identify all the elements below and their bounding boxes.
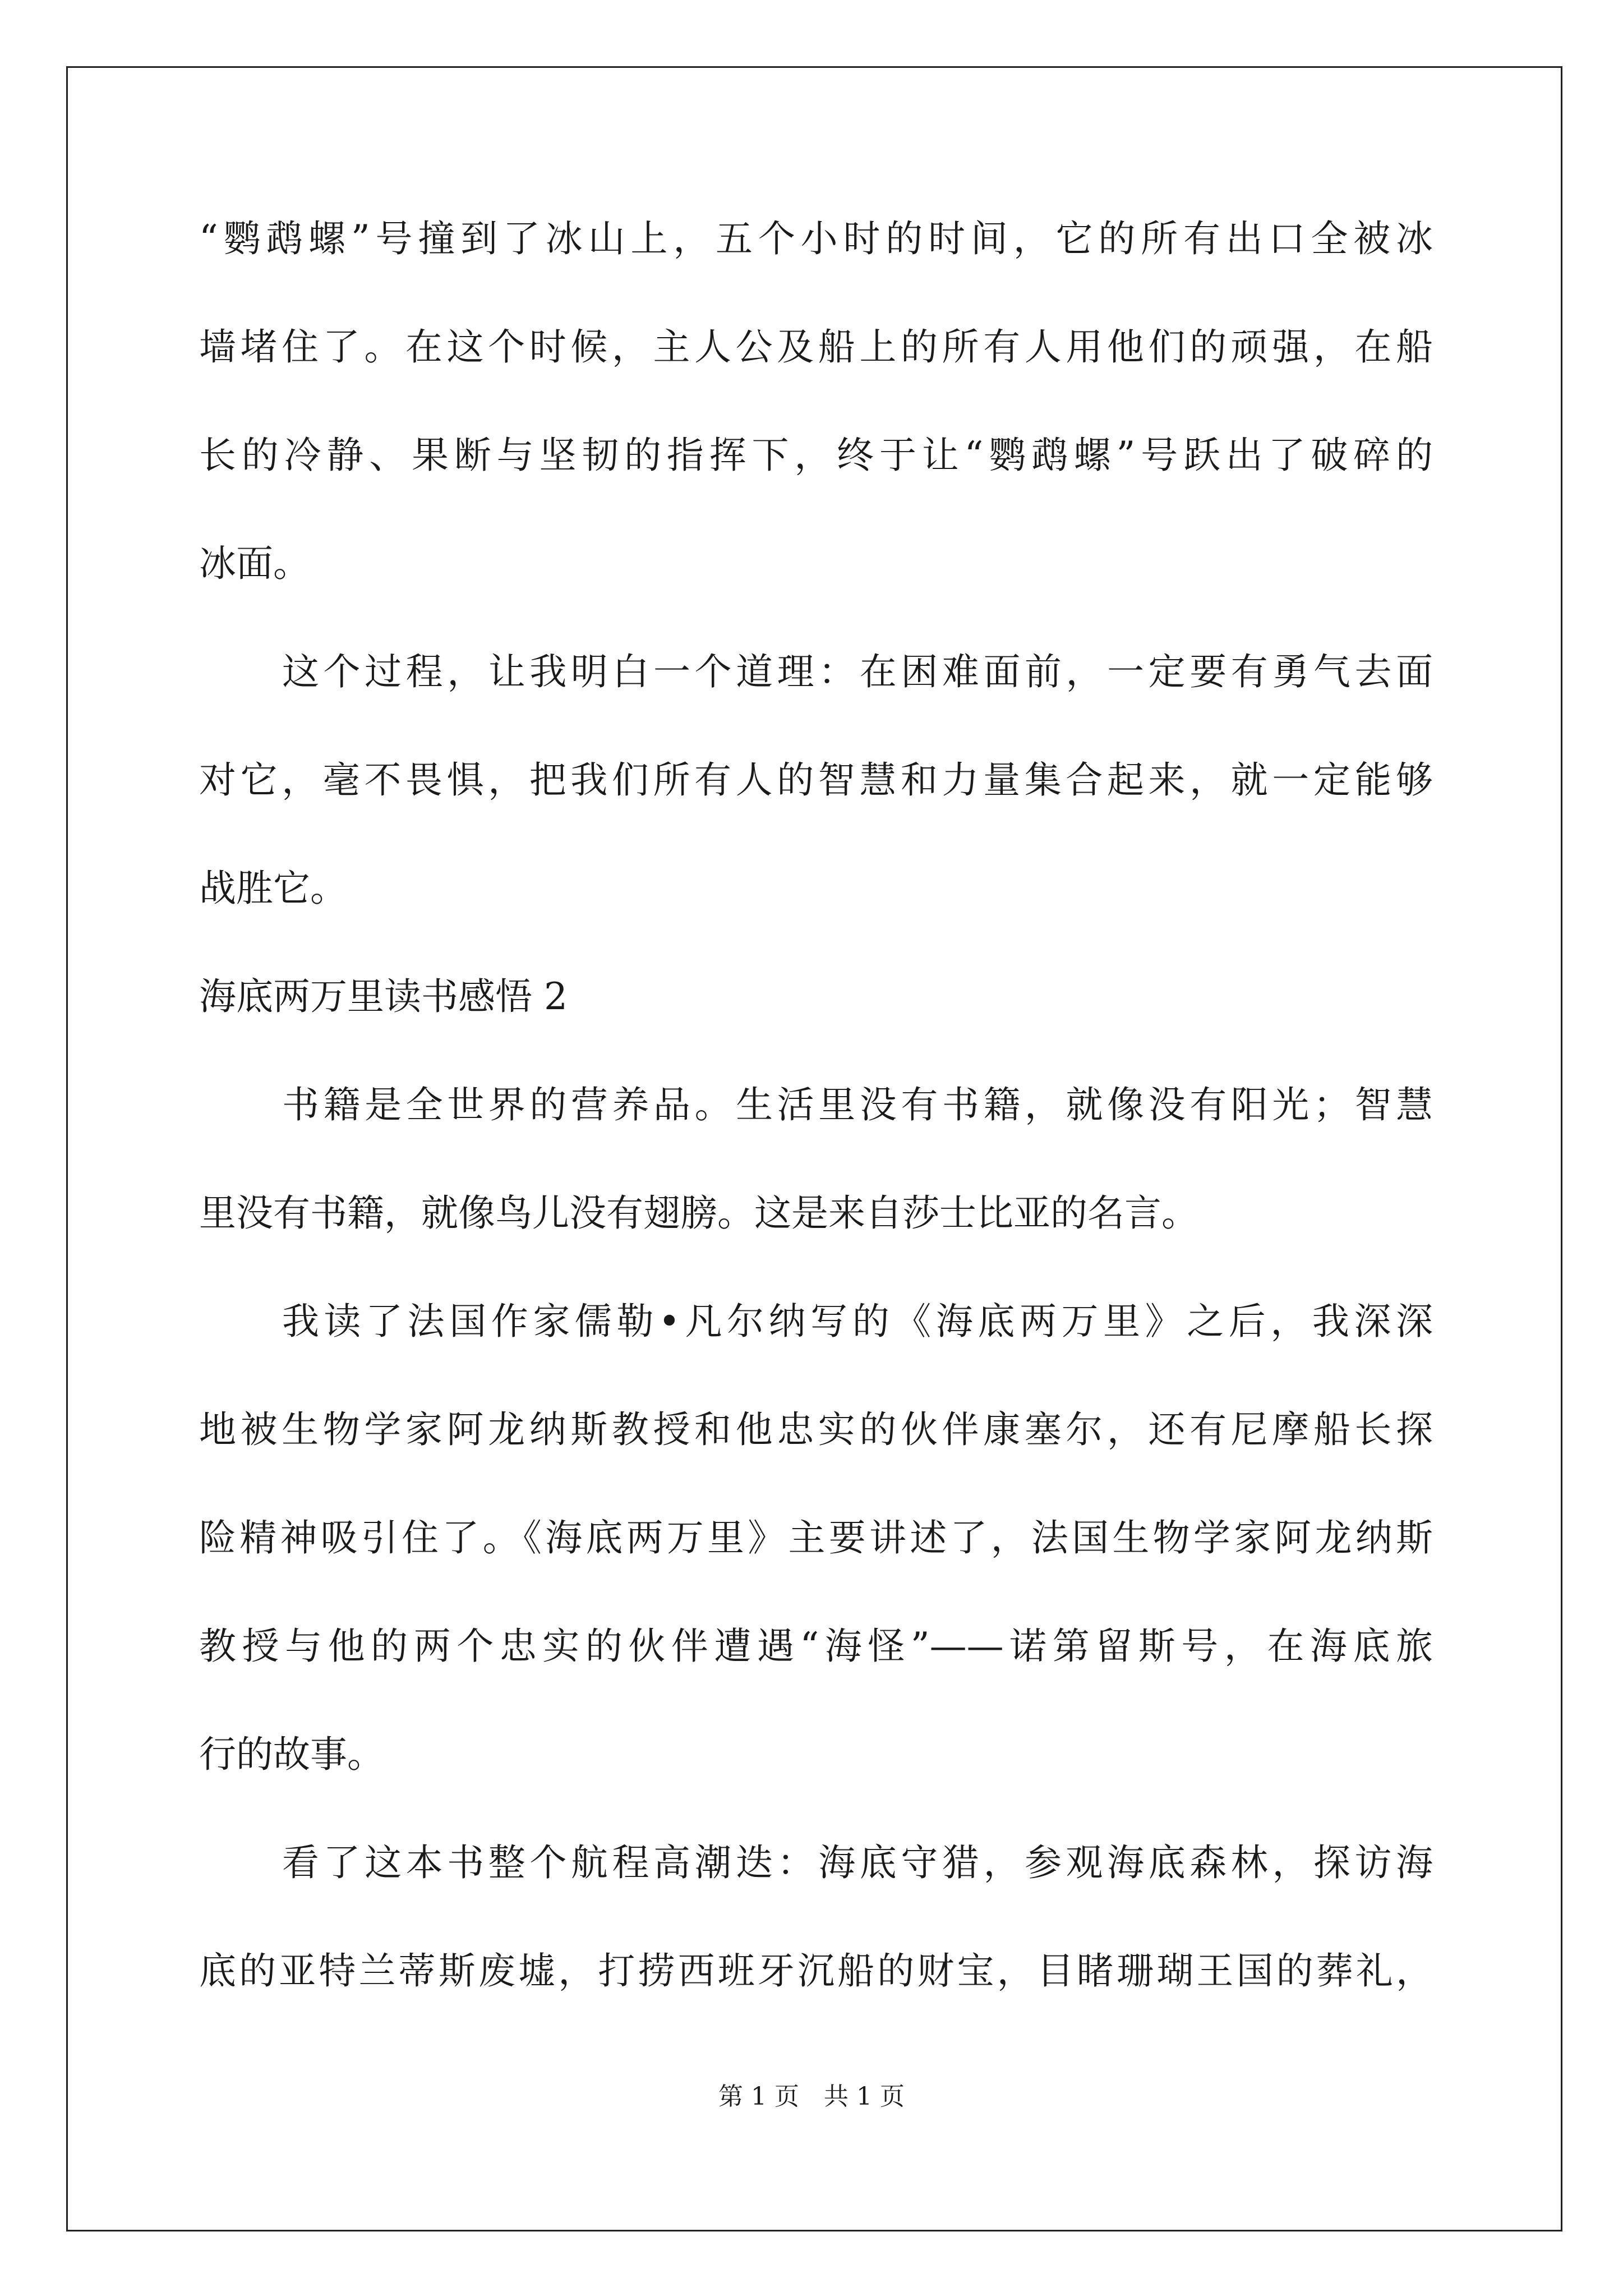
section-heading: 海底两万里读书感悟 2 — [199, 975, 568, 1018]
document-body — [199, 216, 1433, 2056]
paragraph-line: 险精神吸引住了。《海底两万里》主要讲述了，法国生物学家阿龙纳斯 — [199, 1516, 1433, 1559]
paragraph-line: 地被生物学家阿龙纳斯教授和他忠实的伙伴康塞尔，还有尼摩船长探 — [199, 1408, 1433, 1451]
paragraph-line: 书籍是全世界的营养品。生活里没有书籍，就像没有阳光；智慧 — [282, 1083, 1433, 1126]
paragraph-line: 墙堵住了。在这个时候，主人公及船上的所有人用他们的顽强，在船 — [199, 325, 1433, 369]
paragraph-line: “鹦鹉螺”号撞到了冰山上，五个小时的时间，它的所有出口全被冰 — [199, 217, 1433, 260]
paragraph-line: 里没有书籍，就像鸟儿没有翅膀。这是来自莎士比亚的名言。 — [199, 1191, 1198, 1235]
paragraph-line: 底的亚特兰蒂斯废墟，打捞西班牙沉船的财宝，目睹珊瑚王国的葬礼， — [199, 1949, 1433, 1993]
paragraph-line: 对它，毫不畏惧，把我们所有人的智慧和力量集合起来，就一定能够 — [199, 758, 1433, 802]
paragraph-line: 我读了法国作家儒勒•凡尔纳写的《海底两万里》之后，我深深 — [282, 1300, 1433, 1343]
paragraph-line: 这个过程，让我明白一个道理：在困难面前，一定要有勇气去面 — [282, 650, 1433, 693]
paragraph-line: 长的冷静、果断与坚韧的指挥下，终于让“鹦鹉螺”号跃出了破碎的 — [199, 434, 1433, 477]
paragraph-line: 行的故事。 — [199, 1733, 384, 1776]
paragraph-line: 看了这本书整个航程高潮迭：海底守猎，参观海底森林，探访海 — [282, 1841, 1433, 1884]
paragraph-line: 冰面。 — [199, 542, 310, 585]
paragraph-line: 教授与他的两个忠实的伙伴遭遇“海怪”——诺第留斯号，在海底旅 — [199, 1625, 1433, 1668]
paragraph-line: 战胜它。 — [199, 867, 347, 910]
page-footer: 第 1 页 共 1 页 — [718, 2082, 905, 2111]
